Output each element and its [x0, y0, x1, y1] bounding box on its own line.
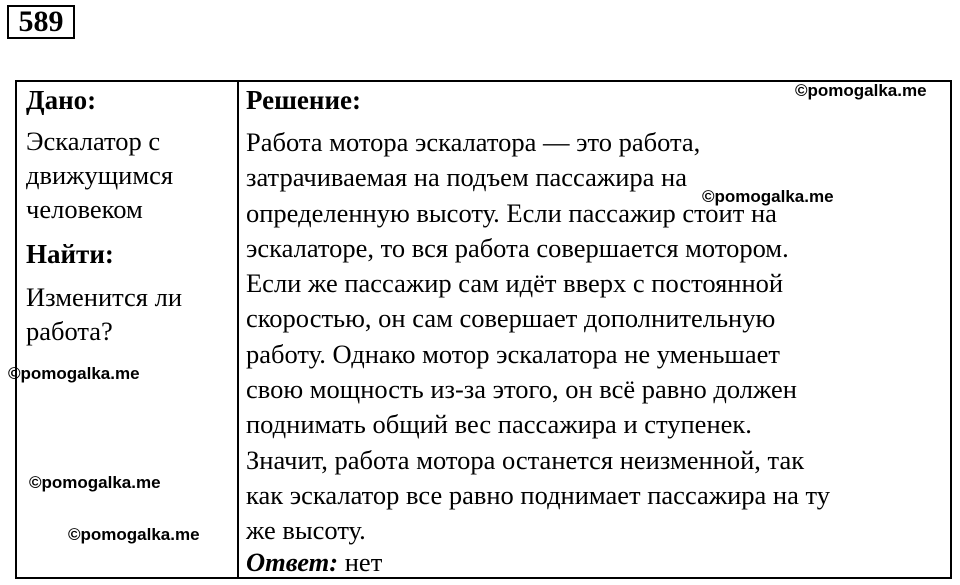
watermark: ©pomogalka.me: [702, 187, 834, 206]
given-line: человеком: [26, 194, 143, 224]
solution-line: Работа мотора эскалатора — это работа,: [246, 127, 701, 157]
watermark: ©pomogalka.me: [68, 525, 200, 544]
given-line: Эскалатор с: [26, 126, 161, 156]
column-divider: [237, 80, 239, 579]
find-line: работа?: [26, 316, 113, 346]
solution-line: определенную высоту. Если пассажир стоит на: [246, 197, 777, 228]
solution-line: затрачиваемая на подъем пассажира на: [246, 162, 687, 193]
given-heading: Дано:: [26, 85, 97, 115]
solution-heading: Решение:: [246, 85, 361, 115]
solution-line: работу. Однако мотор эскалатора не уменьшает: [246, 338, 780, 369]
answer: [246, 546, 382, 578]
solution-line: же высоту.: [246, 515, 366, 546]
solution-line: поднимать общий вес пассажира и ступенек.: [246, 409, 752, 440]
find-heading: Найти:: [26, 239, 114, 269]
watermark: ©pomogalka.me: [29, 473, 161, 492]
given-text: [26, 124, 231, 226]
given-line: движущимся: [26, 160, 174, 190]
solution-line: эскалаторе, то вся работа совершается мотором.: [246, 232, 789, 263]
find-text: [26, 280, 231, 348]
solution-line: свою мощность из-за этого, он всё равно должен: [246, 374, 797, 405]
solution-line: скоростью, он сам совершает дополнительную: [246, 303, 776, 334]
solution-line: Значит, работа мотора останется неизменной, так: [246, 444, 805, 475]
solution-line: Если же пассажир сам идёт вверх с постоянной: [246, 268, 784, 299]
find-line: Изменится ли: [26, 282, 183, 312]
watermark: ©pomogalka.me: [8, 364, 140, 383]
problem-number: 589: [7, 5, 75, 39]
answer-value: нет: [344, 547, 383, 577]
watermark: ©pomogalka.me: [795, 81, 927, 100]
answer-label: Ответ:: [246, 547, 339, 577]
solution-line: как эскалатор все равно поднимает пассажира на ту: [246, 479, 830, 510]
